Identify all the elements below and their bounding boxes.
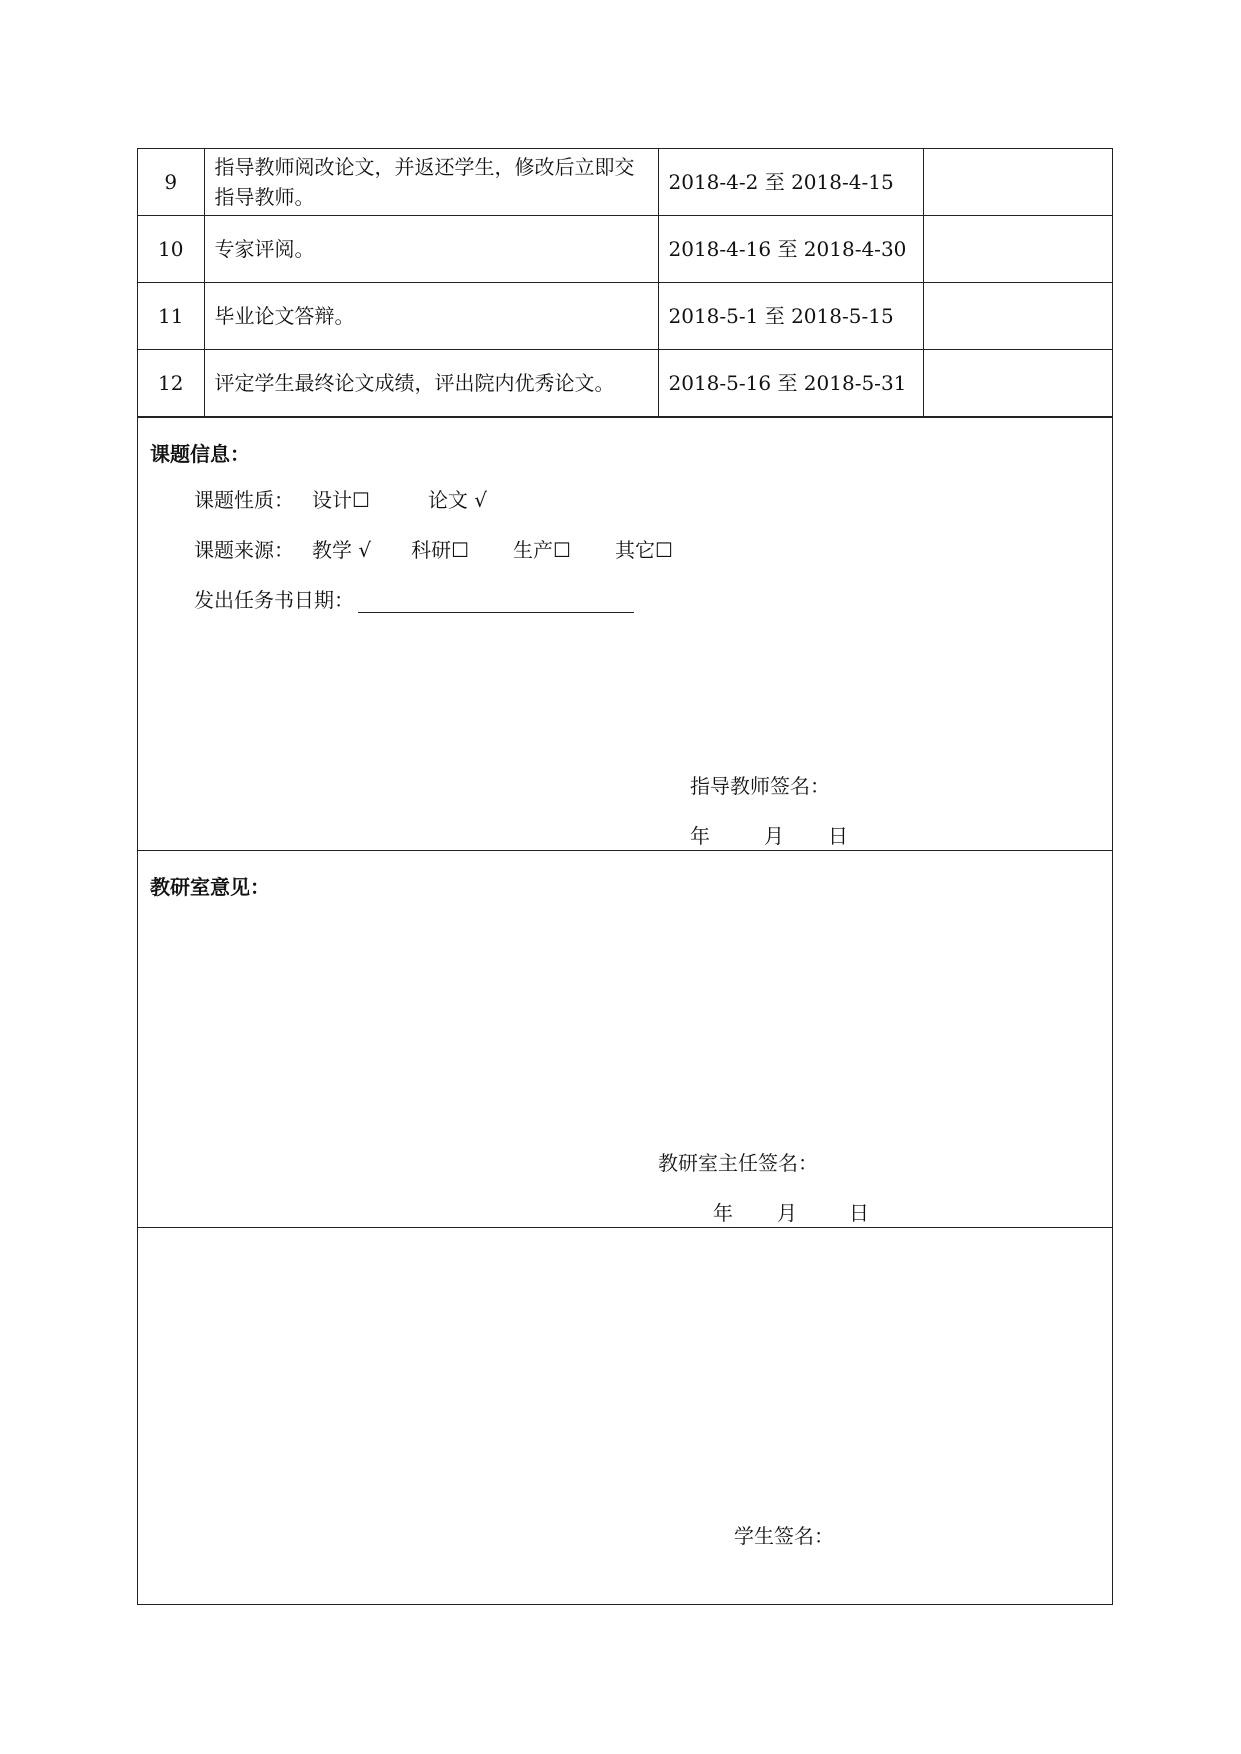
row-number: 10	[138, 216, 204, 283]
task-period: 2018-5-16 至 2018-5-31	[658, 350, 923, 417]
date-year: 年	[690, 824, 710, 848]
task-note	[923, 283, 1112, 350]
task-description: 毕业论文答辩。	[204, 283, 658, 350]
director-date	[713, 1197, 869, 1226]
row-number: 9	[138, 149, 204, 216]
task-note	[923, 216, 1112, 283]
source-research-option[interactable]: 科研☐	[411, 538, 470, 562]
supervisor-date	[690, 820, 848, 849]
table-row	[138, 149, 1112, 216]
supervisor-signature: 指导教师签名：	[690, 774, 830, 798]
date-day: 日	[828, 824, 848, 848]
student-section	[138, 1227, 1112, 1604]
schedule-table	[138, 149, 1112, 417]
topic-info-heading: 课题信息：	[150, 442, 250, 466]
row-number: 11	[138, 283, 204, 350]
issue-date-line	[194, 584, 634, 613]
topic-source-label: 课题来源：	[194, 538, 294, 562]
topic-nature-line	[194, 484, 487, 513]
row-number: 12	[138, 350, 204, 417]
task-period: 2018-4-16 至 2018-4-30	[658, 216, 923, 283]
director-signature: 教研室主任签名：	[658, 1151, 818, 1175]
date-day: 日	[849, 1201, 869, 1225]
task-description: 评定学生最终论文成绩，评出院内优秀论文。	[204, 350, 658, 417]
issue-date-label: 发出任务书日期：	[194, 588, 354, 612]
office-opinion-section	[138, 850, 1112, 1227]
source-other-option[interactable]: 其它☐	[614, 538, 673, 562]
table-row	[138, 350, 1112, 417]
source-production-option[interactable]: 生产☐	[513, 538, 571, 562]
task-description: 专家评阅。	[204, 216, 658, 283]
date-month: 月	[777, 1201, 797, 1225]
topic-source-line	[194, 534, 673, 563]
office-opinion-heading: 教研室意见：	[150, 875, 270, 899]
source-teaching-option[interactable]: 教学 √	[312, 538, 372, 562]
table-row	[138, 216, 1112, 283]
task-form	[137, 148, 1113, 1605]
student-signature: 学生签名：	[734, 1524, 834, 1548]
topic-info-section	[138, 417, 1112, 850]
task-note	[923, 149, 1112, 216]
nature-design-option[interactable]: 设计☐	[312, 488, 370, 512]
task-period: 2018-5-1 至 2018-5-15	[658, 283, 923, 350]
date-month: 月	[764, 824, 784, 848]
table-row	[138, 283, 1112, 350]
date-year: 年	[713, 1201, 733, 1225]
nature-thesis-option[interactable]: 论文 √	[427, 488, 488, 512]
task-description: 指导教师阅改论文，并返还学生，修改后立即交指导教师。	[204, 149, 658, 216]
topic-nature-label: 课题性质：	[194, 488, 294, 512]
task-period: 2018-4-2 至 2018-4-15	[658, 149, 923, 216]
task-note	[923, 350, 1112, 417]
issue-date-blank[interactable]	[358, 590, 634, 613]
